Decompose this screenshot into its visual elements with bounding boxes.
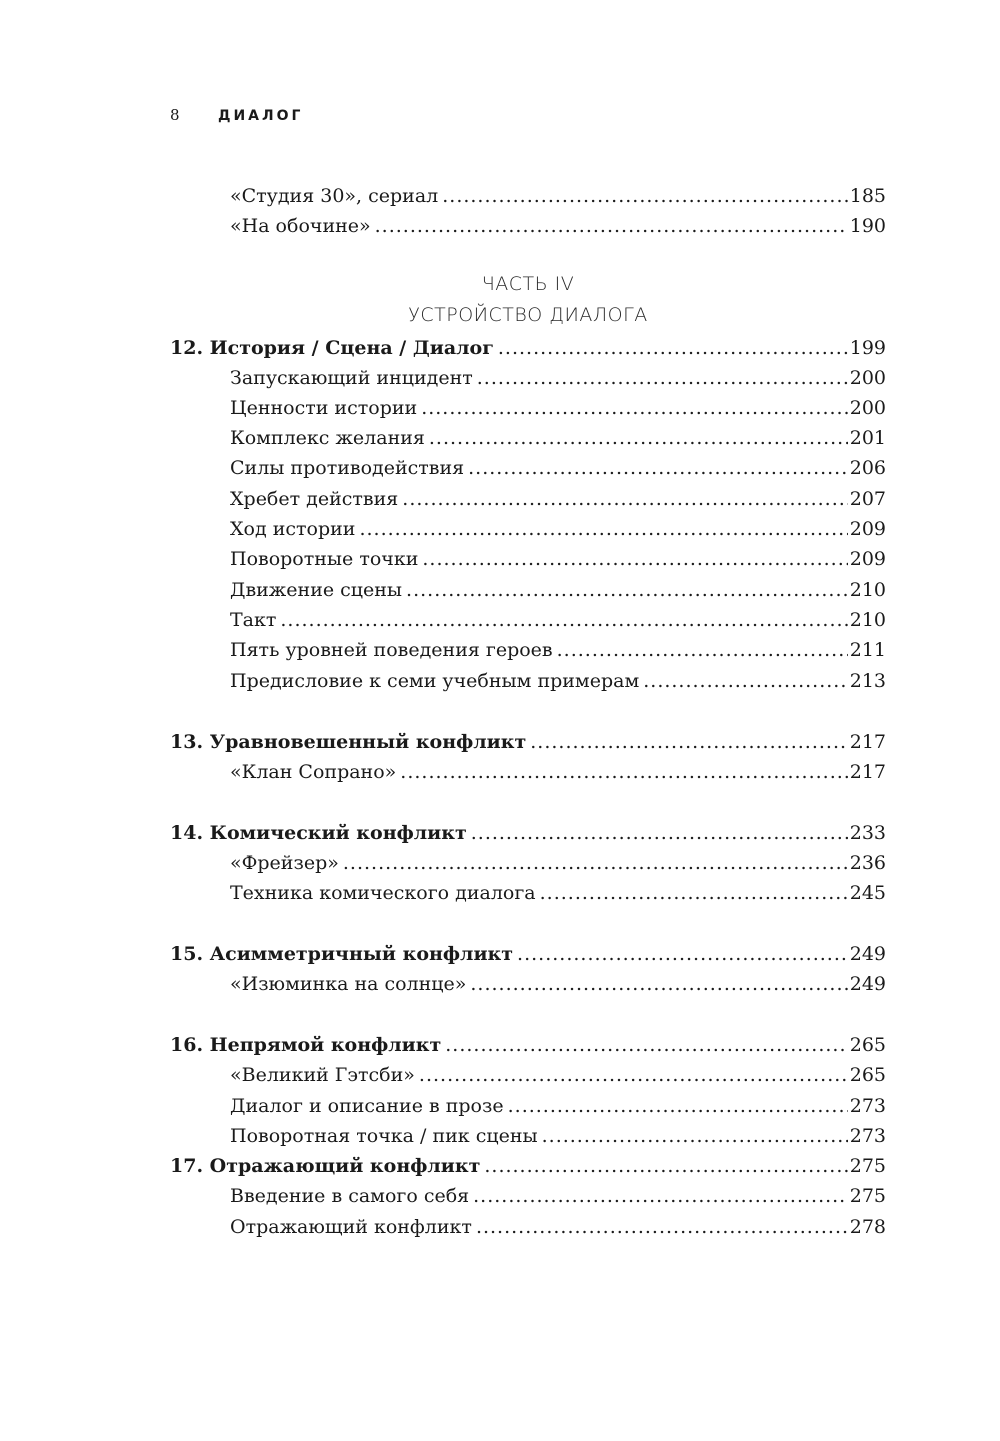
toc-chapter-14[interactable] [170, 818, 886, 848]
chapter-title: 17. Отражающий конфликт [170, 1155, 481, 1177]
toc-entry-page: 209 [849, 548, 886, 570]
toc-entry-label: Диалог и описание в прозе [230, 1095, 504, 1117]
leader-dots [419, 1060, 848, 1090]
toc-entry-label: «На обочине» [230, 215, 371, 237]
toc-entry[interactable] [230, 575, 886, 605]
toc-entry[interactable] [230, 878, 886, 908]
leader-dots [468, 453, 848, 483]
toc-entry-label: «Студия 30», сериал [230, 185, 439, 207]
toc-entry-label: Введение в самого себя [230, 1185, 470, 1207]
toc-entry[interactable] [230, 544, 886, 574]
toc-entry-label: Комплекс желания [230, 427, 425, 449]
toc-entry[interactable] [230, 211, 886, 241]
toc-entry-label: Поворотная точка / пик сцены [230, 1125, 538, 1147]
toc-entry-page: 245 [849, 882, 886, 904]
toc-entry-page: 200 [849, 367, 886, 389]
leader-dots [508, 1091, 848, 1121]
leader-dots [445, 1030, 847, 1060]
toc-entry-label: Отражающий конфликт [230, 1216, 472, 1238]
toc-chapter-16[interactable] [170, 1030, 886, 1060]
toc-entry-label: «Фрейзер» [230, 852, 339, 874]
toc-entry[interactable] [230, 181, 886, 211]
toc-chapter-12[interactable] [170, 333, 886, 363]
toc-entry-label: Предисловие к семи учебным примерам [230, 670, 640, 692]
chapter-page: 217 [849, 731, 886, 753]
leader-dots [406, 575, 848, 605]
toc-entry[interactable] [230, 848, 886, 878]
toc-entry[interactable] [230, 484, 886, 514]
toc-entry[interactable] [230, 757, 886, 787]
toc-entry-page: 278 [849, 1216, 886, 1238]
leader-dots [498, 333, 848, 363]
toc-entry-label: Силы противодействия [230, 457, 465, 479]
leader-dots [542, 1121, 848, 1151]
leader-dots [421, 393, 848, 423]
toc-entry-label: Поворотные точки [230, 548, 419, 570]
leader-dots [557, 635, 848, 665]
chapter-page: 265 [849, 1034, 886, 1056]
toc-chapter-15[interactable] [170, 939, 886, 969]
toc-entry-page: 210 [849, 609, 886, 631]
chapter-page: 275 [849, 1155, 886, 1177]
leader-dots [375, 211, 848, 241]
page-number: 8 [170, 106, 180, 124]
toc-entry-page: 273 [849, 1125, 886, 1147]
toc-entry[interactable] [230, 1091, 886, 1121]
toc-entry-page: 249 [849, 973, 886, 995]
chapter-page: 249 [849, 943, 886, 965]
toc-entry[interactable] [230, 605, 886, 635]
toc-chapter-17[interactable] [170, 1151, 886, 1181]
toc-entry-page: 201 [849, 427, 886, 449]
leader-dots [471, 818, 848, 848]
leader-dots [429, 423, 848, 453]
leader-dots [343, 848, 848, 878]
toc-entry-label: Запускающий инцидент [230, 367, 473, 389]
toc-entry-page: 273 [849, 1095, 886, 1117]
leader-dots [422, 544, 847, 574]
toc-entry-label: Такт [230, 609, 277, 631]
toc-entry-page: 210 [849, 579, 886, 601]
toc-entry-page: 236 [849, 852, 886, 874]
leader-dots [530, 727, 847, 757]
leader-dots [540, 878, 848, 908]
chapter-page: 199 [849, 337, 886, 359]
leader-dots [476, 1212, 848, 1242]
leader-dots [402, 484, 847, 514]
toc-entry[interactable] [230, 1121, 886, 1151]
leader-dots [484, 1151, 847, 1181]
toc-entry[interactable] [230, 1060, 886, 1090]
toc-entry-page: 213 [849, 670, 886, 692]
toc-entry-page: 265 [849, 1064, 886, 1086]
leader-dots [442, 181, 848, 211]
toc-entry-label: Техника комического диалога [230, 882, 536, 904]
toc-entry-page: 190 [849, 215, 886, 237]
leader-dots [477, 363, 848, 393]
running-title: ДИАЛОГ [218, 108, 304, 124]
toc-entry-page: 206 [849, 457, 886, 479]
toc-chapter-13[interactable] [170, 727, 886, 757]
toc-entry[interactable] [230, 1181, 886, 1211]
toc-entry-label: Ценности истории [230, 397, 418, 419]
part-number: ЧАСТЬ IV [481, 273, 575, 295]
toc-entry[interactable] [230, 635, 886, 665]
toc-entry-page: 207 [849, 488, 886, 510]
leader-dots [517, 939, 848, 969]
chapter-page: 233 [849, 822, 886, 844]
part-title: УСТРОЙСТВО ДИАЛОГА [408, 304, 648, 326]
toc-entry-label: Движение сцены [230, 579, 403, 601]
chapter-title: 14. Комический конфликт [170, 822, 467, 844]
chapter-title: 16. Непрямой конфликт [170, 1034, 442, 1056]
toc-entry[interactable] [230, 969, 886, 999]
leader-dots [400, 757, 847, 787]
toc-entry[interactable] [230, 514, 886, 544]
toc-entry[interactable] [230, 363, 886, 393]
toc-entry[interactable] [230, 393, 886, 423]
toc-entry-page: 200 [849, 397, 886, 419]
toc-entry[interactable] [230, 1212, 886, 1242]
toc-entry-label: «Великий Гэтсби» [230, 1064, 415, 1086]
toc-entry-page: 217 [849, 761, 886, 783]
toc-entry-label: «Клан Сопрано» [230, 761, 397, 783]
toc-entry-label: Хребет действия [230, 488, 399, 510]
toc-entry-label: Ход истории [230, 518, 356, 540]
leader-dots [280, 605, 847, 635]
toc-entry[interactable] [230, 666, 886, 696]
toc-entry-page: 275 [849, 1185, 886, 1207]
toc-entry-page: 211 [849, 639, 886, 661]
toc-entry-label: Пять уровней поведения героев [230, 639, 553, 661]
leader-dots [643, 666, 848, 696]
toc-entry-label: «Изюминка на солнце» [230, 973, 467, 995]
chapter-title: 13. Уравновешенный конфликт [170, 731, 527, 753]
running-head [170, 106, 303, 124]
toc-entry-page: 185 [849, 185, 886, 207]
leader-dots [359, 514, 847, 544]
toc-entry[interactable] [230, 423, 886, 453]
chapter-title: 12. История / Сцена / Диалог [170, 337, 494, 359]
leader-dots [470, 969, 847, 999]
chapter-title: 15. Асимметричный конфликт [170, 943, 514, 965]
toc-entry[interactable] [230, 453, 886, 483]
leader-dots [473, 1181, 848, 1211]
toc-entry-page: 209 [849, 518, 886, 540]
